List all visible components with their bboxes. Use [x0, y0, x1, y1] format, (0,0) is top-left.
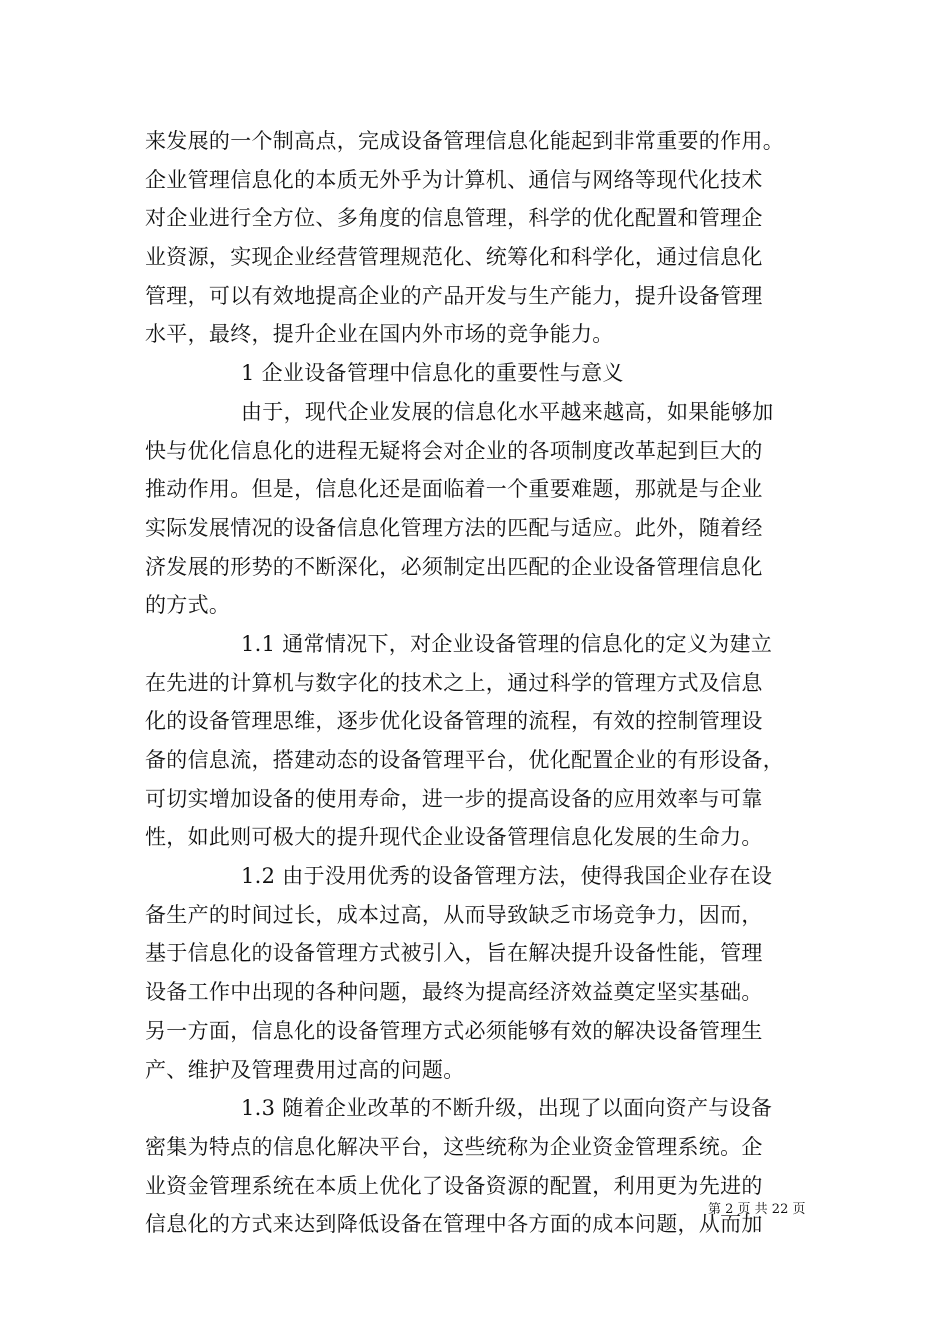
paragraph-line: 水平，最终，提升企业在国内外市场的竞争能力。: [145, 322, 614, 347]
paragraph-line: 性，如此则可极大的提升现代企业设备管理信息化发展的生命力。: [145, 825, 763, 850]
paragraph-first-line: 1.3 随着企业改革的不断升级，出现了以面向资产与设备: [241, 1096, 773, 1121]
paragraph-line: 另一方面，信息化的设备管理方式必须能够有效的解决设备管理生: [145, 1018, 763, 1043]
page-number-footer: 第 2 页 共 22 页: [708, 1202, 806, 1217]
paragraph-line: 可切实增加设备的使用寿命，进一步的提高设备的应用效率与可靠: [145, 786, 763, 811]
paragraph-line: 实际发展情况的设备信息化管理方法的匹配与适应。此外，随着经: [145, 515, 763, 540]
paragraph-first-line: 1.2 由于没用优秀的设备管理方法，使得我国企业存在设: [241, 864, 773, 889]
paragraph-line: 推动作用。但是，信息化还是面临着一个重要难题，那就是与企业: [145, 477, 763, 502]
paragraph-line: 基于信息化的设备管理方式被引入，旨在解决提升设备性能，管理: [145, 941, 763, 966]
paragraph-line: 设备工作中出现的各种问题，最终为提高经济效益奠定坚实基础。: [145, 980, 763, 1005]
paragraph-line: 济发展的形势的不断深化，必须制定出匹配的企业设备管理信息化: [145, 554, 763, 579]
paragraph-line: 对企业进行全方位、多角度的信息管理，科学的优化配置和管理企: [145, 206, 763, 231]
paragraph-line: 产、维护及管理费用过高的问题。: [145, 1057, 465, 1082]
paragraph-line: 的方式。: [145, 593, 231, 618]
paragraph-line: 快与优化信息化的进程无疑将会对企业的各项制度改革起到巨大的: [145, 438, 763, 463]
paragraph-line: 信息化的方式来达到降低设备在管理中各方面的成本问题，从而加: [145, 1212, 763, 1237]
paragraph-line: 备的信息流，搭建动态的设备管理平台，优化配置企业的有形设备，: [145, 748, 784, 772]
paragraph-first-line: 由于，现代企业发展的信息化水平越来越高，如果能够加: [241, 399, 774, 424]
paragraph-first-line: 1.1 通常情况下，对企业设备管理的信息化的定义为建立: [241, 631, 773, 656]
paragraph-line: 业资金管理系统在本质上优化了设备资源的配置，利用更为先进的: [145, 1173, 763, 1198]
paragraph-line: 密集为特点的信息化解决平台，这些统称为企业资金管理系统。企: [145, 1134, 763, 1159]
section-heading: 1 企业设备管理中信息化的重要性与意义: [241, 361, 624, 386]
paragraph-line: 企业管理信息化的本质无外乎为计算机、通信与网络等现代化技术: [145, 167, 763, 192]
paragraph-line: 在先进的计算机与数字化的技术之上，通过科学的管理方式及信息: [145, 670, 763, 695]
paragraph-line: 业资源，实现企业经营管理规范化、统筹化和科学化，通过信息化: [145, 245, 763, 270]
paragraph-line: 化的设备管理思维，逐步优化设备管理的流程，有效的控制管理设: [145, 709, 763, 734]
paragraph-line: 备生产的时间过长，成本过高，从而导致缺乏市场竞争力，因而，: [145, 902, 763, 927]
paragraph-line: 管理，可以有效地提高企业的产品开发与生产能力，提升设备管理: [145, 283, 763, 308]
document-body: [145, 122, 815, 1244]
paragraph-line: 来发展的一个制高点，完成设备管理信息化能起到非常重要的作用。: [145, 129, 784, 153]
